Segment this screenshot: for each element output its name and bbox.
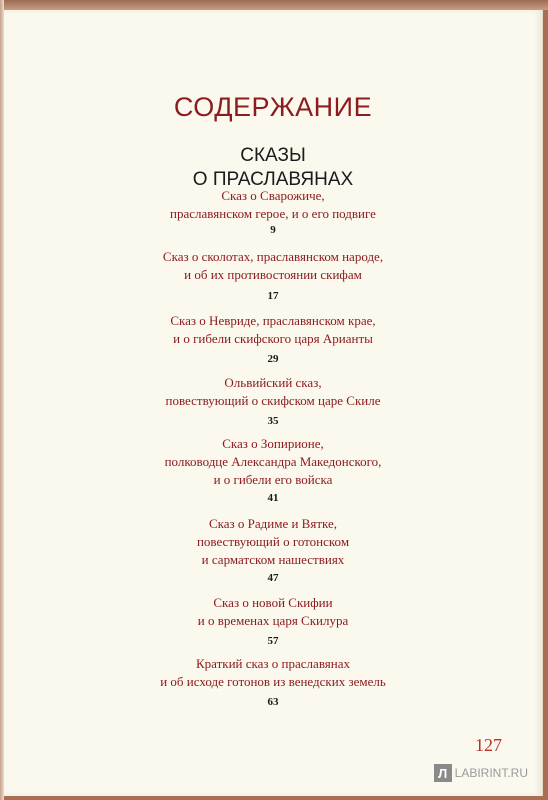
entry-title-line: Сказ о Зопирионе, bbox=[222, 436, 324, 451]
entry-title-line: и о временах царя Скилура bbox=[197, 613, 349, 628]
entry-page-number: 57 bbox=[267, 635, 279, 647]
section-title bbox=[4, 144, 542, 192]
entry-title-line: праславянском герое, и о его подвиге bbox=[170, 206, 376, 221]
entry-title-line: и об их противостоянии скифам bbox=[184, 267, 362, 282]
entry-page-number: 29 bbox=[267, 353, 279, 365]
entry-title-line: полководце Александра Македонского, bbox=[164, 454, 382, 469]
cover-edge-top bbox=[0, 0, 548, 10]
toc-entry[interactable] bbox=[4, 515, 542, 585]
toc-entry[interactable] bbox=[4, 248, 542, 303]
entry-page-number: 9 bbox=[270, 224, 276, 236]
entry-title-line: повествующий о готонском bbox=[196, 534, 350, 549]
entry-title-line: Сказ о Радиме и Вятке, bbox=[208, 516, 338, 531]
entry-title-line: Сказ о Невриде, праславянском крае, bbox=[170, 313, 376, 328]
entry-title-line: и о гибели его войска bbox=[213, 472, 333, 487]
toc-entry[interactable] bbox=[4, 655, 542, 709]
entry-title-line: и об исходе готонов из венедских земель bbox=[160, 674, 386, 689]
toc-entry[interactable] bbox=[4, 312, 542, 366]
page-folio-number: 127 bbox=[475, 735, 502, 755]
entry-page-number: 41 bbox=[267, 492, 279, 504]
entry-title-line: Сказ о сколотах, праславянском народе, bbox=[162, 249, 384, 264]
toc-entry[interactable] bbox=[4, 435, 542, 505]
toc-entry[interactable] bbox=[4, 594, 542, 648]
toc-title: СОДЕРЖАНИЕ bbox=[173, 92, 373, 122]
watermark-text: LABIRINT.RU bbox=[454, 766, 528, 780]
toc-entry[interactable] bbox=[4, 187, 542, 237]
entry-page-number: 35 bbox=[267, 415, 279, 427]
entry-title-line: Ольвийский сказ, bbox=[224, 375, 322, 390]
entry-page-number: 17 bbox=[267, 290, 279, 302]
section-title-line-2: О ПРАСЛАВЯНАХ bbox=[192, 169, 354, 190]
entry-page-number: 47 bbox=[267, 572, 279, 584]
toc-entry[interactable] bbox=[4, 374, 542, 428]
book-page bbox=[4, 10, 543, 796]
entry-title-line: и о гибели скифского царя Арианты bbox=[173, 331, 373, 346]
watermark bbox=[434, 764, 528, 782]
section-title-line-1: СКАЗЫ bbox=[240, 145, 306, 166]
entry-title-line: повествующий о скифском царе Скиле bbox=[165, 393, 381, 408]
entry-title-line: и сарматском нашествиях bbox=[201, 552, 345, 567]
entry-title-line: Сказ о новой Скифии bbox=[213, 595, 333, 610]
entry-title-line: Сказ о Сварожиче, bbox=[221, 188, 325, 203]
entry-page-number: 63 bbox=[267, 696, 279, 708]
entry-title-line: Краткий сказ о праславянах bbox=[196, 656, 350, 671]
watermark-logo-icon: Л bbox=[434, 764, 452, 782]
